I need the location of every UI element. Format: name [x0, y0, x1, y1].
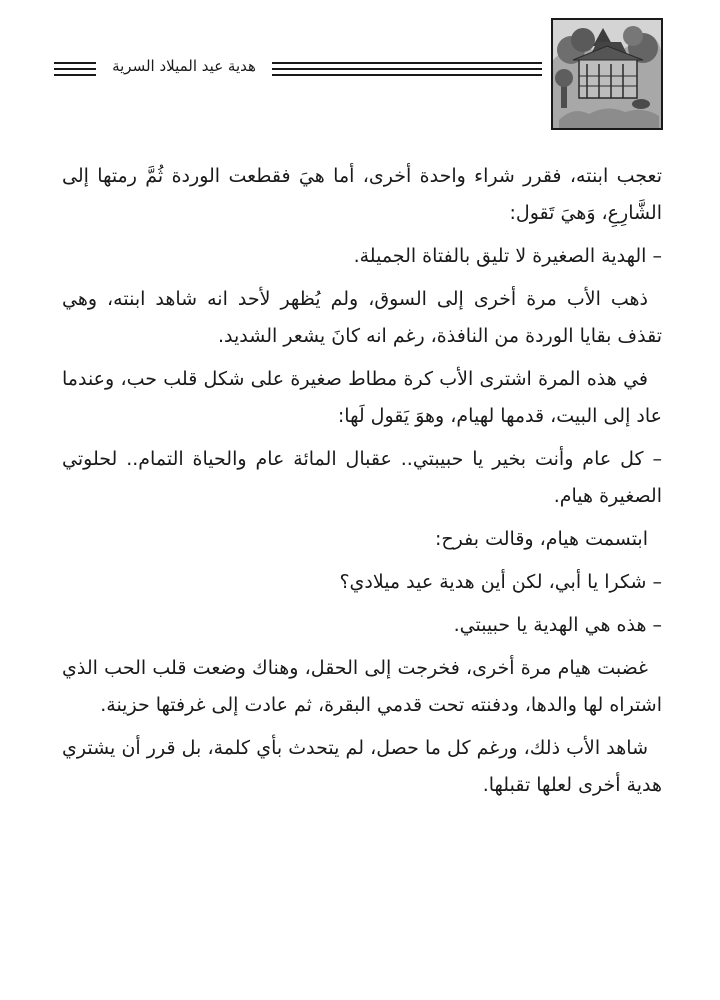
header-rule-right [272, 62, 542, 76]
paragraph-6: ابتسمت هيام، وقالت بفرح: [435, 528, 648, 550]
story-body [62, 158, 662, 810]
paragraph-8: – هذه هي الهدية يا حبيبتي. [453, 614, 662, 636]
paragraph-1: تعجب ابنته، فقرر شراء واحدة أخرى، أما هيَ فقطعت الوردة ثُمَّ رمتها إلى الشَّارِعِ، وَهيَ تَقول: [62, 165, 662, 224]
paragraph-10: شاهد الأب ذلك، ورغم كل ما حصل، لم يتحدث بأي كلمة، بل قرر أن يشتري هدية أخرى لعلها تقبلها. [62, 737, 662, 796]
paragraph-3: ذهب الأب مرة أخرى إلى السوق، ولم يُظهر لأحد انه شاهد ابنته، وهي تقذف بقايا الوردة من النافذة، رغم انه كانَ يشعر الشديد. [62, 288, 662, 347]
village-house-engraving-icon [551, 18, 663, 130]
header-rule-left [54, 62, 96, 76]
paragraph-9: غضبت هيام مرة أخرى، فخرجت إلى الحقل، وهناك وضعت قلب الحب الذي اشتراه لها والدها، ودفنته تحت قدمي البقرة، ثم عادت إلى غرفتها حزينة. [62, 657, 662, 716]
paragraph-5: – كل عام وأنت بخير يا حبيبتي.. عقبال المائة عام والحياة التمام.. لحلوتي الصغيرة هيام. [62, 448, 662, 507]
page-header [0, 0, 720, 150]
paragraph-2: – الهدية الصغيرة لا تليق بالفتاة الجميلة. [353, 245, 662, 267]
paragraph-7: – شكرا يا أبي، لكن أين هدية عيد ميلادي؟ [339, 571, 662, 593]
paragraph-4: في هذه المرة اشترى الأب كرة مطاط صغيرة على شكل قلب حب، وعندما عاد إلى البيت، قدمها لهيام، وهوَ يَقول لَها: [62, 368, 662, 427]
running-title: هدية عيد الميلاد السرية [112, 57, 256, 75]
